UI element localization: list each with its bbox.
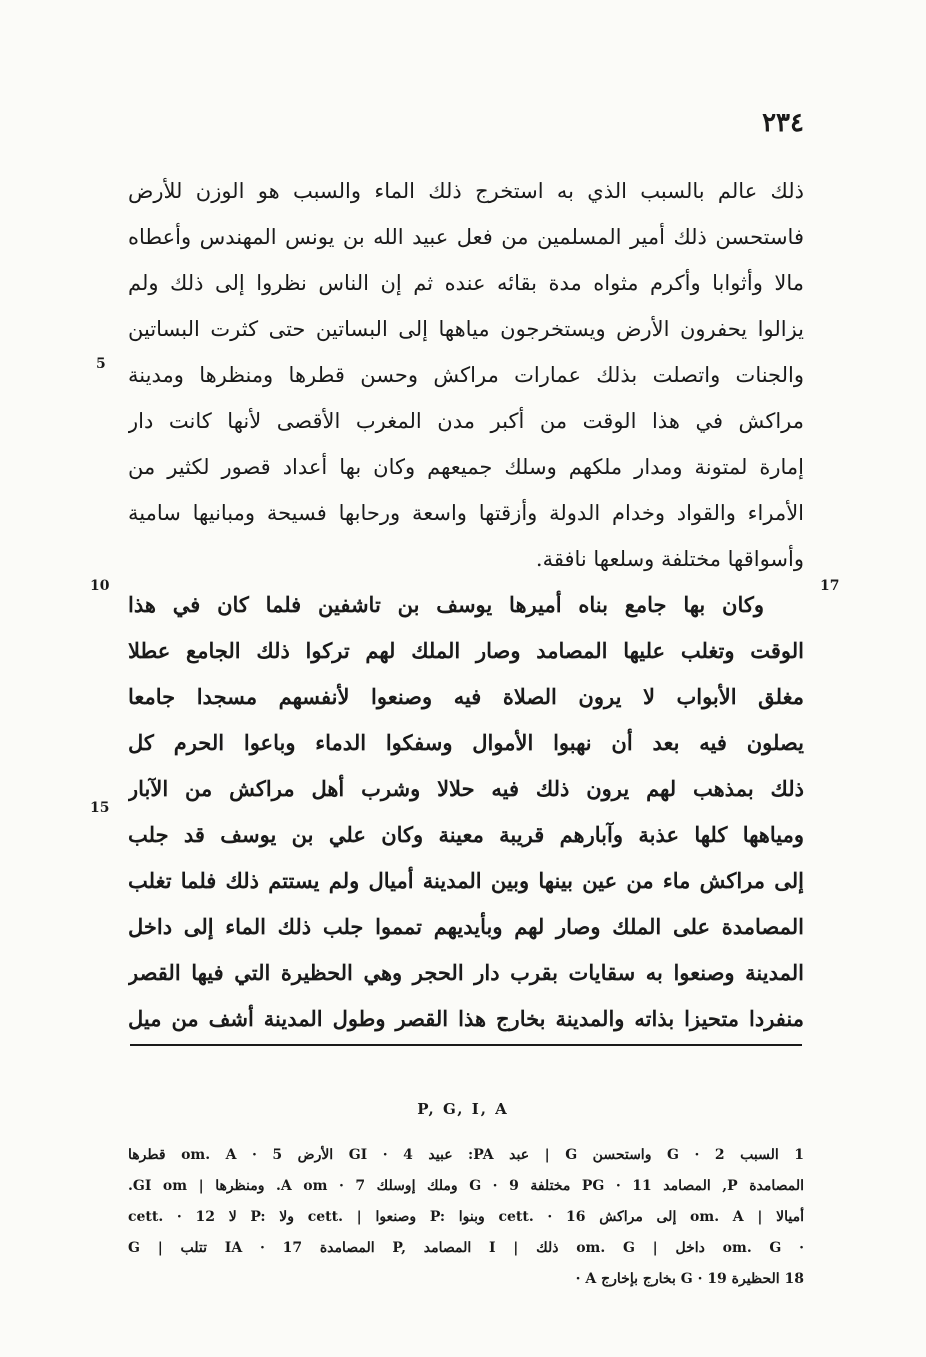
text-line: ذلك بمذهب لهم يرون ذلك فيه حلالا وشرب أهل مراكش من الآبار: [128, 776, 804, 801]
apparatus-line: cett. · 12 لا P: ولا cett. | وصنعوا P: وبنوا cett. · 16 إلى مراكش om. A | أميالا: [128, 1209, 804, 1225]
text-line: ومياهها كلها عذبة وآبارهم قريبة معينة وكان علي بن يوسف قد جلب: [128, 822, 804, 847]
text-line: مالا وأثوابا وأكرم مثواه مدة بقائه عنده ثم إن الناس نظروا إلى ذلك ولم: [128, 271, 804, 295]
line-number-15: 15: [90, 800, 110, 816]
text-line: وأسواقها مختلفة وسلعها نافقة.: [535, 547, 804, 571]
apparatus-line: 18 الحظيرة G · 19 بخارج بإخارج A ·: [575, 1271, 804, 1287]
text-line: المصامدة على الملك وصار لهم وبأيديهم تمموا جلب ذلك الماء إلى داخل: [128, 914, 804, 939]
text-line: الوقت وتغلب عليها المصامد وصار الملك لهم تركوا ذلك الجامع عطلا: [128, 638, 804, 663]
text-line: إمارة لمتونة ومدار ملكهم وسلك جميعهم وكان بها أعداد قصور لكثير من: [128, 455, 804, 479]
apparatus-line: G | تتلب IA · 17 المصامدة P, المصامد I | ذلك om. G | داخل om. G ·: [128, 1240, 804, 1256]
text-line: منفردا متحيزا بذاته والمدينة بخارج هذا القصر وطول المدينة أشف من ميل: [128, 1006, 804, 1031]
text-line: مغلق الأبواب لا يرون الصلاة فيه وصنعوا لأنفسهم مسجدا جامعا: [128, 684, 804, 709]
text-line: يزالوا يحفرون الأرض ويستخرجون مياهها إلى البساتين حتى كثرت البساتين: [128, 317, 804, 341]
text-line: ذلك عالم بالسبب الذي به استخرج ذلك الماء والسبب هو الوزن للأرض: [128, 179, 804, 203]
text-line: والجنات واتصلت بذلك عمارات مراكش وحسن قطرها ومنظرها ومدينة: [128, 363, 804, 387]
text-line: مراكش في هذا الوقت من أكبر مدن المغرب الأقصى لأنها كانت دار: [128, 409, 804, 433]
line-number-10: 10: [90, 578, 110, 594]
text-line: المدينة وصنعوا به سقايات بقرب دار الحجر وهي الحظيرة التي فيها القصر: [128, 960, 804, 985]
line-number-5: 5: [96, 356, 106, 372]
text-line: فاستحسن ذلك أمير المسلمين من فعل عبيد الله بن يونس المهندس وأعطاه: [128, 225, 804, 249]
page-number: ٢٣٤: [762, 108, 804, 138]
text-line: وكان بها جامع بناه أميرها يوسف بن تاشفين فلما كان في هذا: [128, 592, 764, 617]
text-line: إلى مراكش ماء من عين بينها وبين المدينة أميال ولم يستتم ذلك فلما تغلب: [128, 868, 804, 893]
critical-apparatus: [128, 1140, 804, 1295]
text-line: يصلون فيه بعد أن نهبوا الأموال وسفكوا الدماء وباعوا الحرم كل: [128, 730, 804, 755]
apparatus-line: 1 السبب G · 2 واستحسن G | عبد PA: عبيد GI · 4 الأرض om. A · 5 قطرها: [128, 1147, 804, 1163]
text-line: الأمراء والقواد وخدام الدولة وأزقتها واسعة ورحابها فسيحة ومبانيها سامية: [128, 501, 804, 525]
manuscript-sigla: P, G, I, A: [417, 1100, 509, 1118]
side-reference-17: 17: [820, 578, 840, 594]
apparatus-line: المصامدة P, المصامد 11 · PG مختلفة 9 · G وملك إوسلك 7 · A om. ومنظرها | GI om.: [128, 1178, 804, 1194]
footnote-rule: [130, 1044, 802, 1046]
body-text: [128, 168, 804, 1042]
